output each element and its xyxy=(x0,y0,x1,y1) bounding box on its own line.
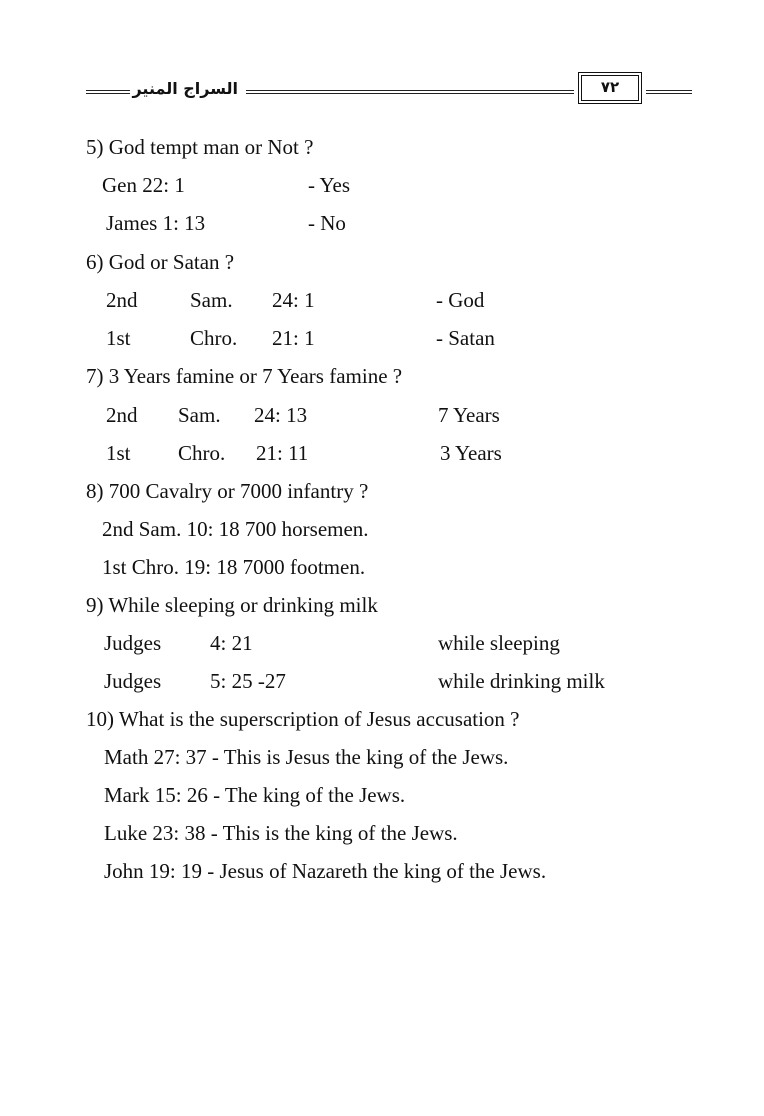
question-7: 7) 3 Years famine or 7 Years famine ? xyxy=(86,364,403,388)
q10-ref-3: Luke 23: 38 - This is the king of the Jews. xyxy=(104,821,458,845)
q7-r1-book-num: 2nd xyxy=(106,403,138,427)
q5-answer-2: - No xyxy=(308,211,346,235)
q7-r1-book: Sam. xyxy=(178,403,221,427)
running-title: السراج المنير xyxy=(132,79,238,98)
q8-ref-1: 2nd Sam. 10: 18 700 horsemen. xyxy=(102,517,369,541)
q9-r1-book: Judges xyxy=(104,631,162,655)
q6-r2-book-num: 1st xyxy=(106,326,131,350)
q6-r1-book-num: 2nd xyxy=(106,288,138,312)
q5-ref-1: Gen 22: 1 xyxy=(102,173,185,197)
q9-r2-book: Judges xyxy=(104,669,162,693)
q10-ref-4: John 19: 19 - Jesus of Nazareth the king of the Jews. xyxy=(104,859,547,883)
q6-r2-answer: - Satan xyxy=(436,326,495,350)
q6-r1-answer: - God xyxy=(436,288,485,312)
q6-r2-book: Chro. xyxy=(190,326,238,350)
q9-r2-verse: 5: 25 -27 xyxy=(210,669,286,693)
header-rule-middle xyxy=(246,90,574,94)
q10-ref-2: Mark 15: 26 - The king of the Jews. xyxy=(104,783,406,807)
page-number: ٧٢ xyxy=(600,78,620,96)
question-9: 9) While sleeping or drinking milk xyxy=(86,593,378,617)
page-number-box xyxy=(578,72,642,104)
q6-r1-verse: 24: 1 xyxy=(272,288,315,312)
q7-r1-verse: 24: 13 xyxy=(254,403,308,427)
q7-r2-answer: 3 Years xyxy=(440,441,502,465)
q6-r2-verse: 21: 1 xyxy=(272,326,315,350)
q5-ref-2: James 1: 13 xyxy=(106,211,206,235)
question-5: 5) God tempt man or Not ? xyxy=(86,135,314,159)
q5-answer-1: - Yes xyxy=(308,173,351,197)
question-6: 6) God or Satan ? xyxy=(86,250,235,274)
q6-r1-book: Sam. xyxy=(190,288,233,312)
q8-ref-2: 1st Chro. 19: 18 7000 footmen. xyxy=(102,555,366,579)
q10-ref-1: Math 27: 37 - This is Jesus the king of the Jews. xyxy=(104,745,509,769)
q9-r1-answer: while sleeping xyxy=(438,631,560,655)
header-rule-right xyxy=(646,90,692,94)
q7-r2-verse: 21: 11 xyxy=(256,441,309,465)
q7-r2-book: Chro. xyxy=(178,441,226,465)
q9-r1-verse: 4: 21 xyxy=(210,631,253,655)
q9-r2-answer: while drinking milk xyxy=(438,669,605,693)
q7-r1-answer: 7 Years xyxy=(438,403,500,427)
question-10: 10) What is the superscription of Jesus accusation ? xyxy=(86,707,520,731)
q7-r2-book-num: 1st xyxy=(106,441,131,465)
question-8: 8) 700 Cavalry or 7000 infantry ? xyxy=(86,479,369,503)
header-rule-left xyxy=(86,90,130,94)
